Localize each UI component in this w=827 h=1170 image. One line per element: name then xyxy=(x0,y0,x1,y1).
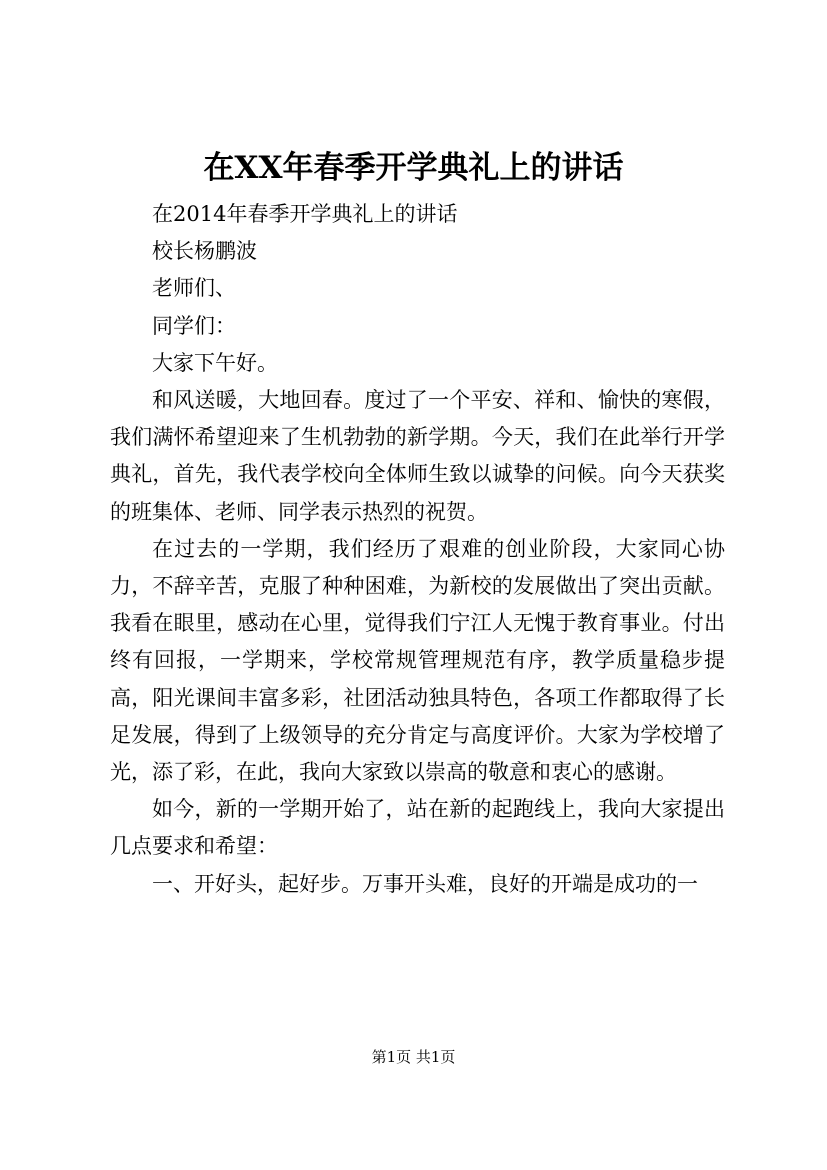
document-title: 在XX年春季开学典礼上的讲话 xyxy=(203,150,624,186)
paragraph: 大家下午好。 xyxy=(152,350,278,375)
paragraph: 一、开好头，起好步。万事开头难，良好的开端是成功的一 xyxy=(152,871,698,896)
document-body xyxy=(110,196,725,903)
page-footer: 第1页 共1页 xyxy=(371,1048,456,1066)
paragraph: 如今，新的一学期开始了，站在新的起跑线上，我向大家提出几点要求和希望： xyxy=(110,797,725,859)
paragraph: 在2014年春季开学典礼上的讲话 xyxy=(152,202,458,226)
paragraph: 和风送暖，大地回春。度过了一个平安、祥和、愉快的寒假，我们满怀希望迎来了生机勃勃的新学期。今天，我们在此举行开学典礼，首先，我代表学校向全体师生致以诚挚的问候。向今天获奖的班集体、老师、同学表示热烈的祝贺。 xyxy=(110,388,725,524)
paragraph: 同学们： xyxy=(152,313,236,338)
paragraph: 在过去的一学期，我们经历了艰难的创业阶段，大家同心协力，不辞辛苦，克服了种种困难，为新校的发展做出了突出贡献。我看在眼里，感动在心里，觉得我们宁江人无愧于教育事业。付出终有回报，一学期来，学校常规管理规范有序，教学质量稳步提高，阳光课间丰富多彩，社团活动独具特色，各项工作都取得了长足发展，得到了上级领导的充分肯定与高度评价。大家为学校增了光，添了彩，在此，我向大家致以崇高的敬意和衷心的感谢。 xyxy=(110,536,725,785)
paragraph: 校长杨鹏波 xyxy=(152,239,257,264)
paragraph: 老师们、 xyxy=(152,276,236,301)
